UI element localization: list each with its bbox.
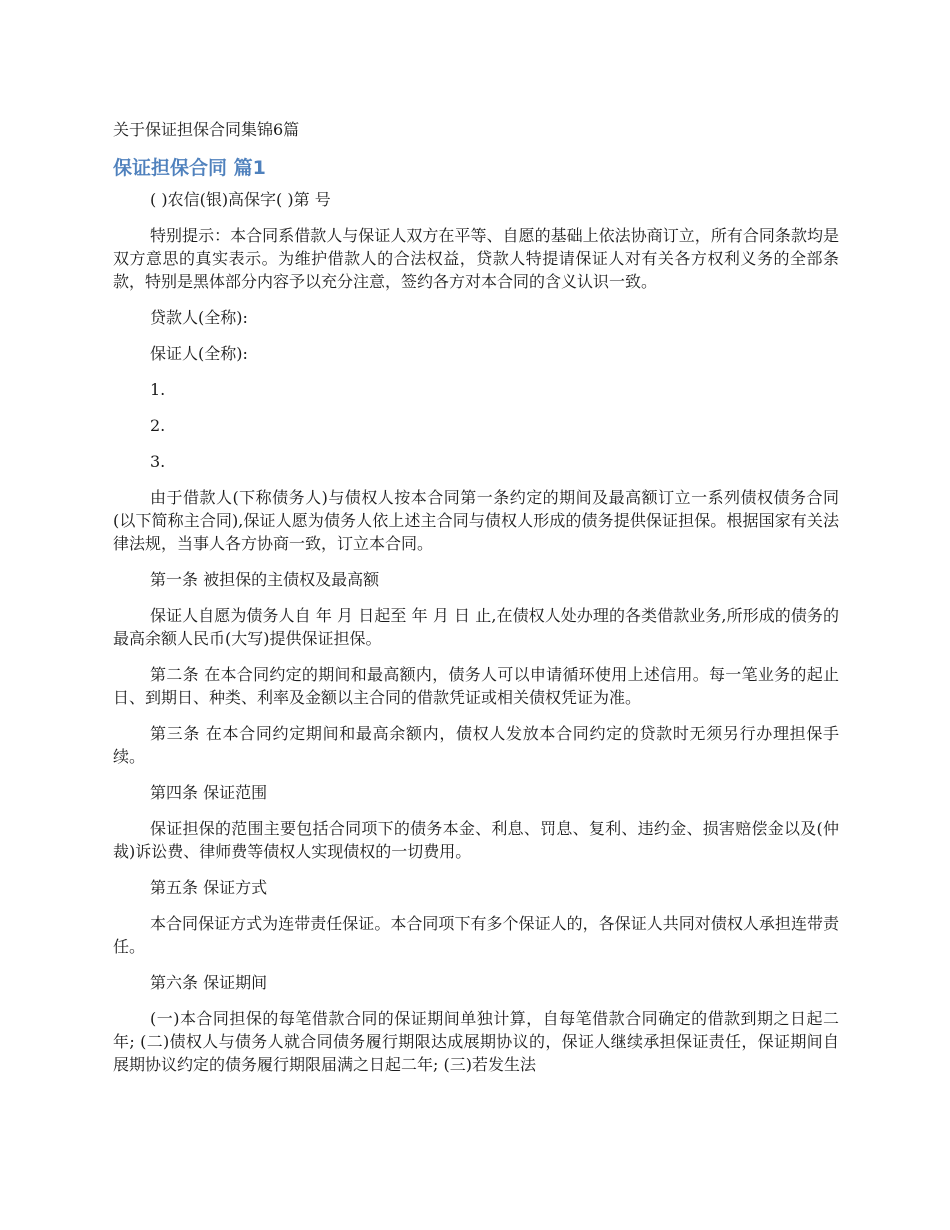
list-item-3: 3. xyxy=(150,452,166,471)
preamble-paragraph: 由于借款人(下称债务人)与债权人按本合同第一条约定的期间及最高额订立一系列债权债务合同(以下简称主合同),保证人愿为债务人依上述主合同与债权人形成的债务提供保证担保。根据国家有关法律法规，当事人各方协商一致，订立本合同。 xyxy=(113,488,839,553)
article-3-paragraph: 第三条 在本合同约定期间和最高余额内，债权人发放本合同约定的贷款时无须另行办理担保手续。 xyxy=(113,724,839,766)
article-1-heading: 第一条 被担保的主债权及最高额 xyxy=(150,570,380,589)
article-1-body: 保证人自愿为债务人自 年 月 日起至 年 月 日 止,在债权人处办理的各类借款业务,所形成的债务的最高余额人民币(大写)提供保证担保。 xyxy=(113,606,839,648)
document-title: 关于保证担保合同集锦6篇 xyxy=(113,120,300,139)
article-4-body: 保证担保的范围主要包括合同项下的债务本金、利息、罚息、复利、违约金、损害赔偿金以及(仲裁)诉讼费、律师费等债权人实现债权的一切费用。 xyxy=(113,819,839,861)
article-4-heading: 第四条 保证范围 xyxy=(150,783,268,802)
list-item-1: 1. xyxy=(150,380,166,399)
lender-line: 贷款人(全称): xyxy=(150,308,248,327)
article-2-paragraph: 第二条 在本合同约定的期间和最高额内，债务人可以申请循环使用上述信用。每一笔业务的起止日、到期日、种类、利率及金额以主合同的借款凭证或相关债权凭证为准。 xyxy=(113,665,839,707)
document-page xyxy=(113,118,839,1089)
article-5-body: 本合同保证方式为连带责任保证。本合同项下有多个保证人的，各保证人共同对债权人承担连带责任。 xyxy=(113,914,839,956)
article-5-heading: 第五条 保证方式 xyxy=(150,878,268,897)
guarantor-line: 保证人(全称): xyxy=(150,344,248,363)
contract-number-line: ( )农信(银)高保字( )第 号 xyxy=(150,190,331,209)
article-6-heading: 第六条 保证期间 xyxy=(150,973,268,992)
special-notice-paragraph: 特别提示：本合同系借款人与保证人双方在平等、自愿的基础上依法协商订立，所有合同条款均是双方意思的真实表示。为维护借款人的合法权益，贷款人特提请保证人对有关各方权利义务的全部条款，特别是黑体部分内容予以充分注意，签约各方对本合同的含义认识一致。 xyxy=(113,226,839,291)
list-item-2: 2. xyxy=(150,416,166,435)
article-6-body: (一)本合同担保的每笔借款合同的保证期间单独计算，自每笔借款合同确定的借款到期之日起二年; (二)债权人与债务人就合同债务履行期限达成展期协议的，保证人继续承担保证责任，保证期间自展期协议约定的债务履行期限届满之日起二年; (三)若发生法 xyxy=(113,1009,839,1074)
section-heading: 保证担保合同 篇1 xyxy=(113,157,266,179)
